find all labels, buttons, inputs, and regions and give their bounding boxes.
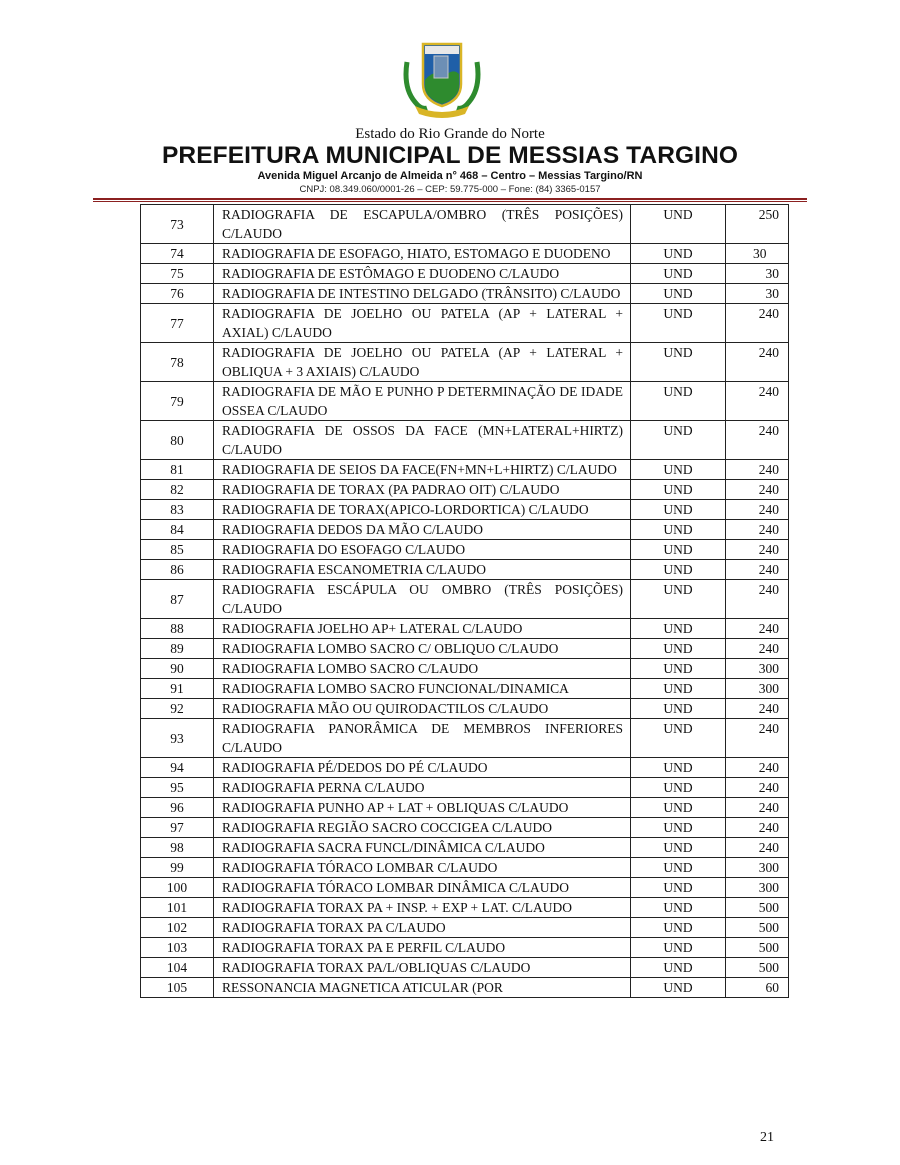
item-number-cell: 94 [141, 758, 214, 778]
item-number-cell: 83 [141, 500, 214, 520]
unit-cell: UND [631, 659, 726, 679]
unit-cell: UND [631, 619, 726, 639]
table-row [141, 205, 789, 244]
item-number-cell: 79 [141, 382, 214, 421]
unit-cell: UND [631, 540, 726, 560]
item-number-cell: 82 [141, 480, 214, 500]
description-cell: RADIOGRAFIA LOMBO SACRO FUNCIONAL/DINAMICA [214, 679, 631, 699]
quantity-cell: 240 [726, 639, 789, 659]
table-row [141, 878, 789, 898]
table-row [141, 978, 789, 998]
quantity-cell: 500 [726, 958, 789, 978]
item-number-cell: 95 [141, 778, 214, 798]
quantity-cell: 250 [726, 205, 789, 244]
description-cell: RADIOGRAFIA MÃO OU QUIRODACTILOS C/LAUDO [214, 699, 631, 719]
item-number-cell: 99 [141, 858, 214, 878]
description-cell: RADIOGRAFIA JOELHO AP+ LATERAL C/LAUDO [214, 619, 631, 639]
unit-cell: UND [631, 818, 726, 838]
description-cell: RADIOGRAFIA DEDOS DA MÃO C/LAUDO [214, 520, 631, 540]
table-row [141, 699, 789, 719]
quantity-cell: 240 [726, 382, 789, 421]
description-cell: RADIOGRAFIA LOMBO SACRO C/ OBLIQUO C/LAUDO [214, 639, 631, 659]
unit-cell: UND [631, 719, 726, 758]
quantity-cell: 300 [726, 878, 789, 898]
table-row [141, 520, 789, 540]
table-row [141, 580, 789, 619]
unit-cell: UND [631, 480, 726, 500]
quantity-cell: 240 [726, 500, 789, 520]
table-row [141, 818, 789, 838]
unit-cell: UND [631, 699, 726, 719]
table-row [141, 244, 789, 264]
table-row [141, 460, 789, 480]
item-number-cell: 89 [141, 639, 214, 659]
description-cell: RADIOGRAFIA REGIÃO SACRO COCCIGEA C/LAUDO [214, 818, 631, 838]
item-number-cell: 103 [141, 938, 214, 958]
unit-cell: UND [631, 205, 726, 244]
quantity-cell: 240 [726, 758, 789, 778]
unit-cell: UND [631, 421, 726, 460]
item-number-cell: 84 [141, 520, 214, 540]
description-cell: RADIOGRAFIA LOMBO SACRO C/LAUDO [214, 659, 631, 679]
quantity-cell: 240 [726, 560, 789, 580]
item-number-cell: 77 [141, 304, 214, 343]
unit-cell: UND [631, 978, 726, 998]
unit-cell: UND [631, 778, 726, 798]
organization-address: Avenida Miguel Arcanjo de Almeida n° 468 – Centro – Messias Targino/RN [257, 170, 643, 182]
table-row [141, 421, 789, 460]
description-cell: RADIOGRAFIA PANORÂMICA DE MEMBROS INFERIORES C/LAUDO [214, 719, 631, 758]
item-number-cell: 86 [141, 560, 214, 580]
description-cell: RADIOGRAFIA TORAX PA/L/OBLIQUAS C/LAUDO [214, 958, 631, 978]
quantity-cell: 300 [726, 679, 789, 699]
table-row [141, 958, 789, 978]
quantity-cell: 240 [726, 778, 789, 798]
unit-cell: UND [631, 758, 726, 778]
item-number-cell: 102 [141, 918, 214, 938]
unit-cell: UND [631, 958, 726, 978]
item-number-cell: 85 [141, 540, 214, 560]
table-row [141, 938, 789, 958]
description-cell: RADIOGRAFIA TORAX PA C/LAUDO [214, 918, 631, 938]
quantity-cell: 300 [726, 659, 789, 679]
table-row [141, 798, 789, 818]
description-cell: RADIOGRAFIA ESCANOMETRIA C/LAUDO [214, 560, 631, 580]
description-cell: RADIOGRAFIA PERNA C/LAUDO [214, 778, 631, 798]
quantity-cell: 240 [726, 421, 789, 460]
quantity-cell: 240 [726, 520, 789, 540]
unit-cell: UND [631, 898, 726, 918]
quantity-cell: 240 [726, 580, 789, 619]
unit-cell: UND [631, 460, 726, 480]
table-row [141, 500, 789, 520]
table-row [141, 679, 789, 699]
description-cell: RADIOGRAFIA DE MÃO E PUNHO P DETERMINAÇÃO DE IDADE OSSEA C/LAUDO [214, 382, 631, 421]
unit-cell: UND [631, 520, 726, 540]
organization-title: PREFEITURA MUNICIPAL DE MESSIAS TARGINO [161, 142, 739, 169]
header-divider-thin [93, 201, 807, 202]
description-cell: RADIOGRAFIA DE TORAX(APICO-LORDORTICA) C/LAUDO [214, 500, 631, 520]
item-number-cell: 76 [141, 284, 214, 304]
item-number-cell: 88 [141, 619, 214, 639]
table-row [141, 758, 789, 778]
unit-cell: UND [631, 639, 726, 659]
page-number: 21 [760, 1130, 774, 1145]
description-cell: RESSONANCIA MAGNETICA ATICULAR (POR [214, 978, 631, 998]
description-cell: RADIOGRAFIA SACRA FUNCL/DINÂMICA C/LAUDO [214, 838, 631, 858]
quantity-cell: 500 [726, 918, 789, 938]
unit-cell: UND [631, 264, 726, 284]
description-cell: RADIOGRAFIA DE TORAX (PA PADRAO OIT) C/LAUDO [214, 480, 631, 500]
item-number-cell: 104 [141, 958, 214, 978]
description-cell: RADIOGRAFIA ESCÁPULA OU OMBRO (TRÊS POSIÇÕES) C/LAUDO [214, 580, 631, 619]
table-row [141, 719, 789, 758]
table-row [141, 858, 789, 878]
unit-cell: UND [631, 284, 726, 304]
description-cell: RADIOGRAFIA PUNHO AP + LAT + OBLIQUAS C/LAUDO [214, 798, 631, 818]
description-cell: RADIOGRAFIA TORAX PA E PERFIL C/LAUDO [214, 938, 631, 958]
quantity-cell: 30 [726, 284, 789, 304]
quantity-cell: 240 [726, 798, 789, 818]
quantity-cell: 240 [726, 838, 789, 858]
unit-cell: UND [631, 878, 726, 898]
item-number-cell: 78 [141, 343, 214, 382]
unit-cell: UND [631, 858, 726, 878]
description-cell: RADIOGRAFIA DE JOELHO OU PATELA (AP + LATERAL + OBLIQUA + 3 AXIAIS) C/LAUDO [214, 343, 631, 382]
items-table [140, 204, 789, 998]
item-number-cell: 75 [141, 264, 214, 284]
unit-cell: UND [631, 679, 726, 699]
table-row [141, 639, 789, 659]
item-number-cell: 81 [141, 460, 214, 480]
table-row [141, 540, 789, 560]
table-row [141, 480, 789, 500]
table-row [141, 619, 789, 639]
quantity-cell: 240 [726, 304, 789, 343]
table-row [141, 778, 789, 798]
item-number-cell: 92 [141, 699, 214, 719]
item-number-cell: 97 [141, 818, 214, 838]
item-number-cell: 93 [141, 719, 214, 758]
state-name: Estado do Rio Grande do Norte [355, 126, 545, 142]
item-number-cell: 73 [141, 205, 214, 244]
quantity-cell: 240 [726, 719, 789, 758]
municipal-crest-logo [401, 38, 483, 120]
description-cell: RADIOGRAFIA DE JOELHO OU PATELA (AP + LATERAL + AXIAL) C/LAUDO [214, 304, 631, 343]
unit-cell: UND [631, 304, 726, 343]
item-number-cell: 105 [141, 978, 214, 998]
description-cell: RADIOGRAFIA DO ESOFAGO C/LAUDO [214, 540, 631, 560]
table-row [141, 264, 789, 284]
table-row [141, 304, 789, 343]
description-cell: RADIOGRAFIA DE ESOFAGO, HIATO, ESTOMAGO E DUODENO [214, 244, 631, 264]
quantity-cell: 300 [726, 858, 789, 878]
description-cell: RADIOGRAFIA TÓRACO LOMBAR DINÂMICA C/LAUDO [214, 878, 631, 898]
unit-cell: UND [631, 382, 726, 421]
item-number-cell: 80 [141, 421, 214, 460]
item-number-cell: 87 [141, 580, 214, 619]
item-number-cell: 91 [141, 679, 214, 699]
unit-cell: UND [631, 244, 726, 264]
quantity-cell: 240 [726, 818, 789, 838]
quantity-cell: 240 [726, 480, 789, 500]
quantity-cell: 30 [726, 264, 789, 284]
table-row [141, 284, 789, 304]
description-cell: RADIOGRAFIA DE ESTÔMAGO E DUODENO C/LAUDO [214, 264, 631, 284]
description-cell: RADIOGRAFIA DE INTESTINO DELGADO (TRÂNSITO) C/LAUDO [214, 284, 631, 304]
item-number-cell: 74 [141, 244, 214, 264]
description-cell: RADIOGRAFIA DE ESCAPULA/OMBRO (TRÊS POSIÇÕES) C/LAUDO [214, 205, 631, 244]
quantity-cell: 240 [726, 343, 789, 382]
description-cell: RADIOGRAFIA TÓRACO LOMBAR C/LAUDO [214, 858, 631, 878]
quantity-cell: 240 [726, 540, 789, 560]
description-cell: RADIOGRAFIA TORAX PA + INSP. + EXP + LAT. C/LAUDO [214, 898, 631, 918]
quantity-cell: 500 [726, 938, 789, 958]
unit-cell: UND [631, 580, 726, 619]
item-number-cell: 100 [141, 878, 214, 898]
unit-cell: UND [631, 938, 726, 958]
table-row [141, 898, 789, 918]
description-cell: RADIOGRAFIA PÉ/DEDOS DO PÉ C/LAUDO [214, 758, 631, 778]
unit-cell: UND [631, 798, 726, 818]
table-row [141, 560, 789, 580]
description-cell: RADIOGRAFIA DE SEIOS DA FACE(FN+MN+L+HIRTZ) C/LAUDO [214, 460, 631, 480]
unit-cell: UND [631, 838, 726, 858]
unit-cell: UND [631, 500, 726, 520]
quantity-cell: 240 [726, 460, 789, 480]
unit-cell: UND [631, 918, 726, 938]
quantity-cell: 240 [726, 699, 789, 719]
item-number-cell: 98 [141, 838, 214, 858]
table-row [141, 659, 789, 679]
item-number-cell: 90 [141, 659, 214, 679]
quantity-cell: 30 [726, 244, 789, 264]
quantity-cell: 60 [726, 978, 789, 998]
table-row [141, 382, 789, 421]
quantity-cell: 500 [726, 898, 789, 918]
table-row [141, 918, 789, 938]
table-row [141, 343, 789, 382]
header-divider [93, 198, 807, 200]
description-cell: RADIOGRAFIA DE OSSOS DA FACE (MN+LATERAL+HIRTZ) C/LAUDO [214, 421, 631, 460]
unit-cell: UND [631, 343, 726, 382]
unit-cell: UND [631, 560, 726, 580]
item-number-cell: 96 [141, 798, 214, 818]
table-row [141, 838, 789, 858]
item-number-cell: 101 [141, 898, 214, 918]
quantity-cell: 240 [726, 619, 789, 639]
organization-contact: CNPJ: 08.349.060/0001-26 – CEP: 59.775-000 – Fone: (84) 3365-0157 [299, 184, 601, 195]
